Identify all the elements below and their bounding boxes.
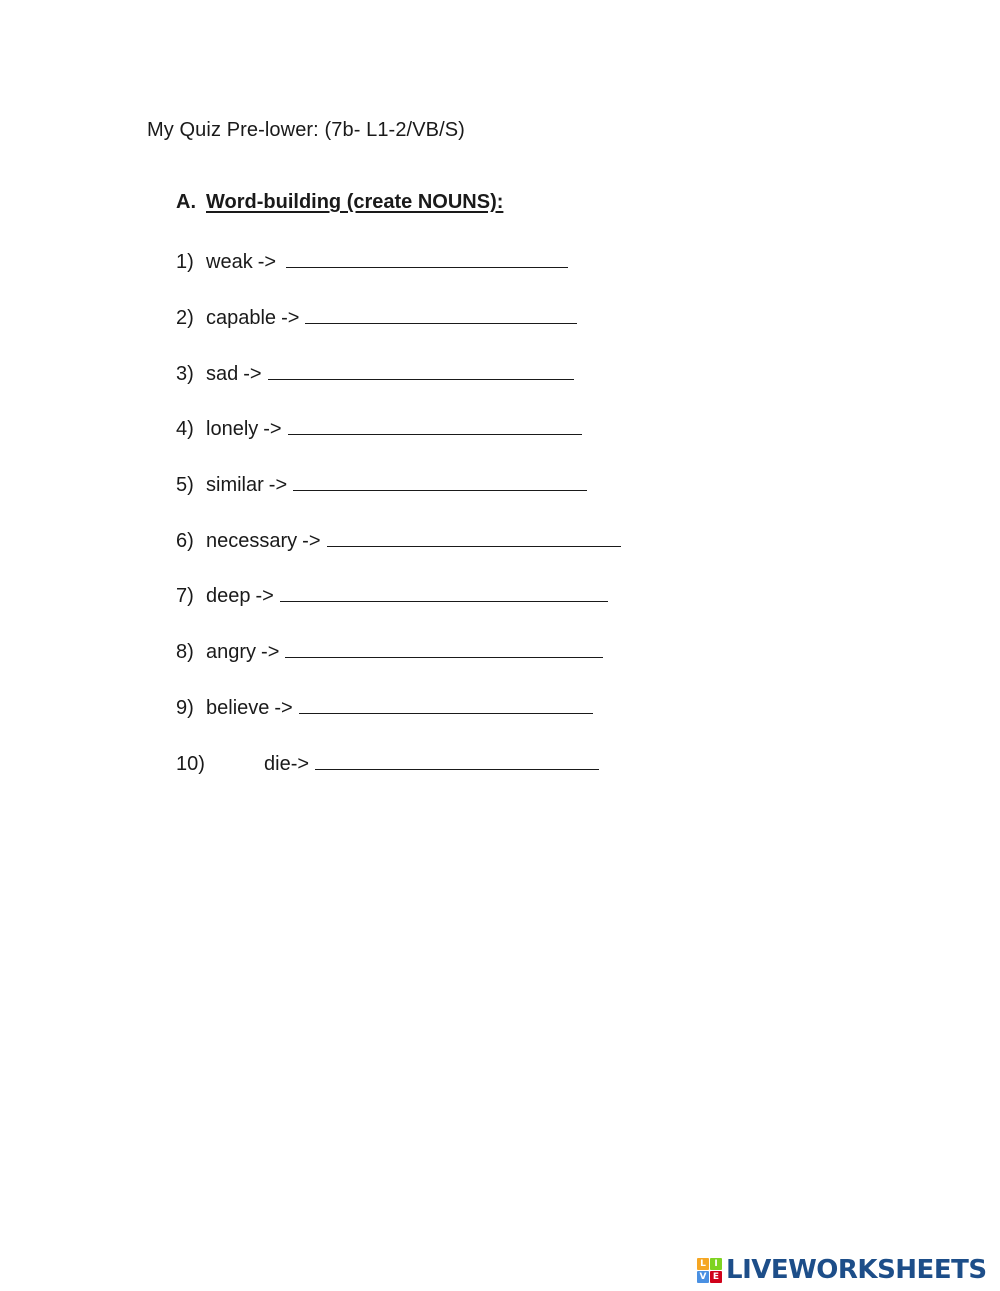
item-word: sad: [206, 363, 239, 385]
list-item: [176, 526, 621, 553]
item-word: weak: [206, 251, 253, 273]
logo-tile: E: [710, 1271, 722, 1283]
item-arrow: ->: [261, 641, 280, 663]
section-heading-text: Word-building (create NOUNS):: [206, 191, 504, 213]
item-number: 1): [176, 251, 194, 273]
item-number: 7): [176, 585, 194, 607]
item-arrow: ->: [290, 753, 310, 775]
item-number: 8): [176, 641, 194, 663]
item-word: deep: [206, 585, 251, 607]
item-word: similar: [206, 474, 264, 496]
list-item: [176, 749, 599, 776]
item-arrow: ->: [255, 585, 274, 607]
answer-blank[interactable]: [299, 693, 593, 714]
section-letter: A.: [176, 191, 196, 213]
answer-blank[interactable]: [315, 749, 599, 770]
item-word: necessary: [206, 530, 298, 552]
list-item: [176, 247, 568, 274]
item-arrow: ->: [263, 418, 282, 440]
list-item: [176, 581, 608, 608]
answer-blank[interactable]: [293, 470, 587, 491]
item-word: die: [264, 753, 291, 775]
item-number: 2): [176, 307, 194, 329]
item-word: believe: [206, 697, 270, 719]
item-word: angry: [206, 641, 257, 663]
answer-blank[interactable]: [305, 303, 577, 324]
list-item: [176, 303, 577, 330]
item-arrow: ->: [281, 307, 300, 329]
list-item: [176, 470, 587, 497]
item-number: 5): [176, 474, 194, 496]
logo-tile: L: [697, 1258, 709, 1270]
item-arrow: ->: [274, 697, 293, 719]
item-number: 9): [176, 697, 194, 719]
list-item: [176, 359, 574, 386]
answer-blank[interactable]: [286, 247, 568, 268]
item-arrow: ->: [243, 363, 262, 385]
item-number: 4): [176, 418, 194, 440]
page-title: My Quiz Pre-lower: (7b- L1-2/VB/S): [147, 119, 465, 141]
item-number: 10): [176, 753, 205, 775]
logo-tile: V: [697, 1271, 709, 1283]
section-heading: [176, 191, 503, 214]
item-number: 3): [176, 363, 194, 385]
list-item: [176, 414, 582, 441]
logo-tile: I: [710, 1258, 722, 1270]
logo-tiles-icon: [697, 1258, 722, 1283]
answer-blank[interactable]: [285, 637, 603, 658]
liveworksheets-logo[interactable]: [697, 1255, 987, 1285]
answer-blank[interactable]: [268, 359, 574, 380]
item-word: capable: [206, 307, 277, 329]
item-arrow: ->: [302, 530, 321, 552]
answer-blank[interactable]: [327, 526, 621, 547]
answer-blank[interactable]: [280, 581, 608, 602]
item-arrow: ->: [257, 251, 277, 273]
item-word: lonely: [206, 418, 259, 440]
item-arrow: ->: [268, 474, 288, 496]
answer-blank[interactable]: [288, 414, 582, 435]
logo-brand-text: LIVEWORKSHEETS: [726, 1255, 987, 1285]
item-number: 6): [176, 530, 194, 552]
list-item: [176, 693, 593, 720]
list-item: [176, 637, 603, 664]
